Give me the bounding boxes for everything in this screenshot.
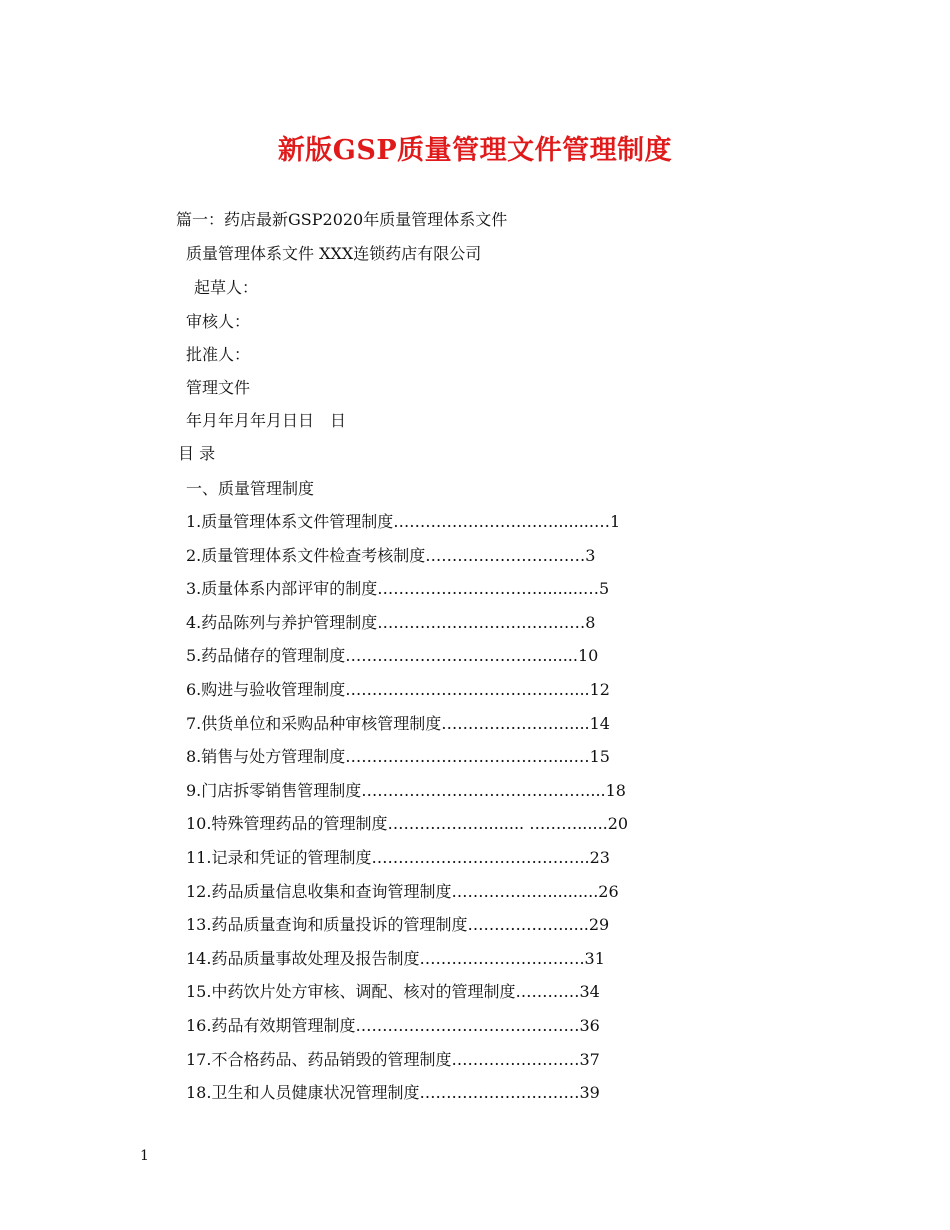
toc-item: 6.购进与验收管理制度……………………………………....12	[186, 679, 610, 699]
toc-item: 9.门店拆零销售管理制度……………………………………....18	[186, 780, 626, 800]
toc-item: 2.质量管理体系文件检查考核制度…………………………3	[186, 545, 596, 565]
toc-item: 4.药品陈列与养护管理制度…………………………………8	[186, 612, 596, 632]
toc-item: 8.销售与处方管理制度…………………………………....…15	[186, 747, 610, 767]
company-line: 质量管理体系文件 XXX连锁药店有限公司	[186, 244, 482, 263]
toc-item: 17.不合格药品、药品销毁的管理制度……………………37	[186, 1049, 600, 1069]
toc-item: 10.特殊管理药品的管理制度………………........ ………......20	[186, 814, 629, 834]
toc-item: 11.记录和凭证的管理制度…………………………………..23	[186, 847, 610, 867]
approver-label: 批准人：	[186, 345, 251, 364]
toc-item: 5.药品储存的管理制度………………………………........10	[186, 646, 599, 666]
toc-item: 18.卫生和人员健康状况管理制度…………………………39	[186, 1083, 600, 1103]
toc-item: 14.药品质量事故处理及报告制度………………………….31	[186, 948, 605, 968]
date-line: 年月年月年月日日 日	[186, 411, 347, 430]
drafter-label: 起草人：	[194, 278, 259, 297]
toc-section-heading: 一、质量管理制度	[186, 479, 315, 498]
toc-item: 16.药品有效期管理制度……………………………………36	[186, 1015, 600, 1035]
toc-item: 7.供货单位和采购品种审核管理制度……………………....14	[186, 713, 610, 733]
toc-item: 1.质量管理体系文件管理制度…………………………........…1	[186, 512, 621, 531]
toc-item: 12.药品质量信息收集和查询管理制度………………..........26	[186, 881, 619, 901]
toc-item: 13.药品质量查询和质量投诉的管理制度……………….....29	[186, 915, 610, 935]
toc-item: 3.质量体系内部评审的制度………………………….........…5	[186, 579, 610, 599]
table-of-contents	[186, 512, 628, 1117]
document-title: 新版GSP质量管理文件管理制度	[277, 135, 673, 166]
reviewer-label: 审核人：	[186, 312, 251, 331]
toc-heading: 目 录	[178, 444, 216, 463]
management-file-label: 管理文件	[186, 378, 251, 397]
toc-item: 15.中药饮片处方审核、调配、核对的管理制度…………34	[186, 982, 600, 1002]
page-number: 1	[140, 1148, 149, 1164]
section-heading: 篇一：药店最新GSP2020年质量管理体系文件	[176, 210, 508, 229]
